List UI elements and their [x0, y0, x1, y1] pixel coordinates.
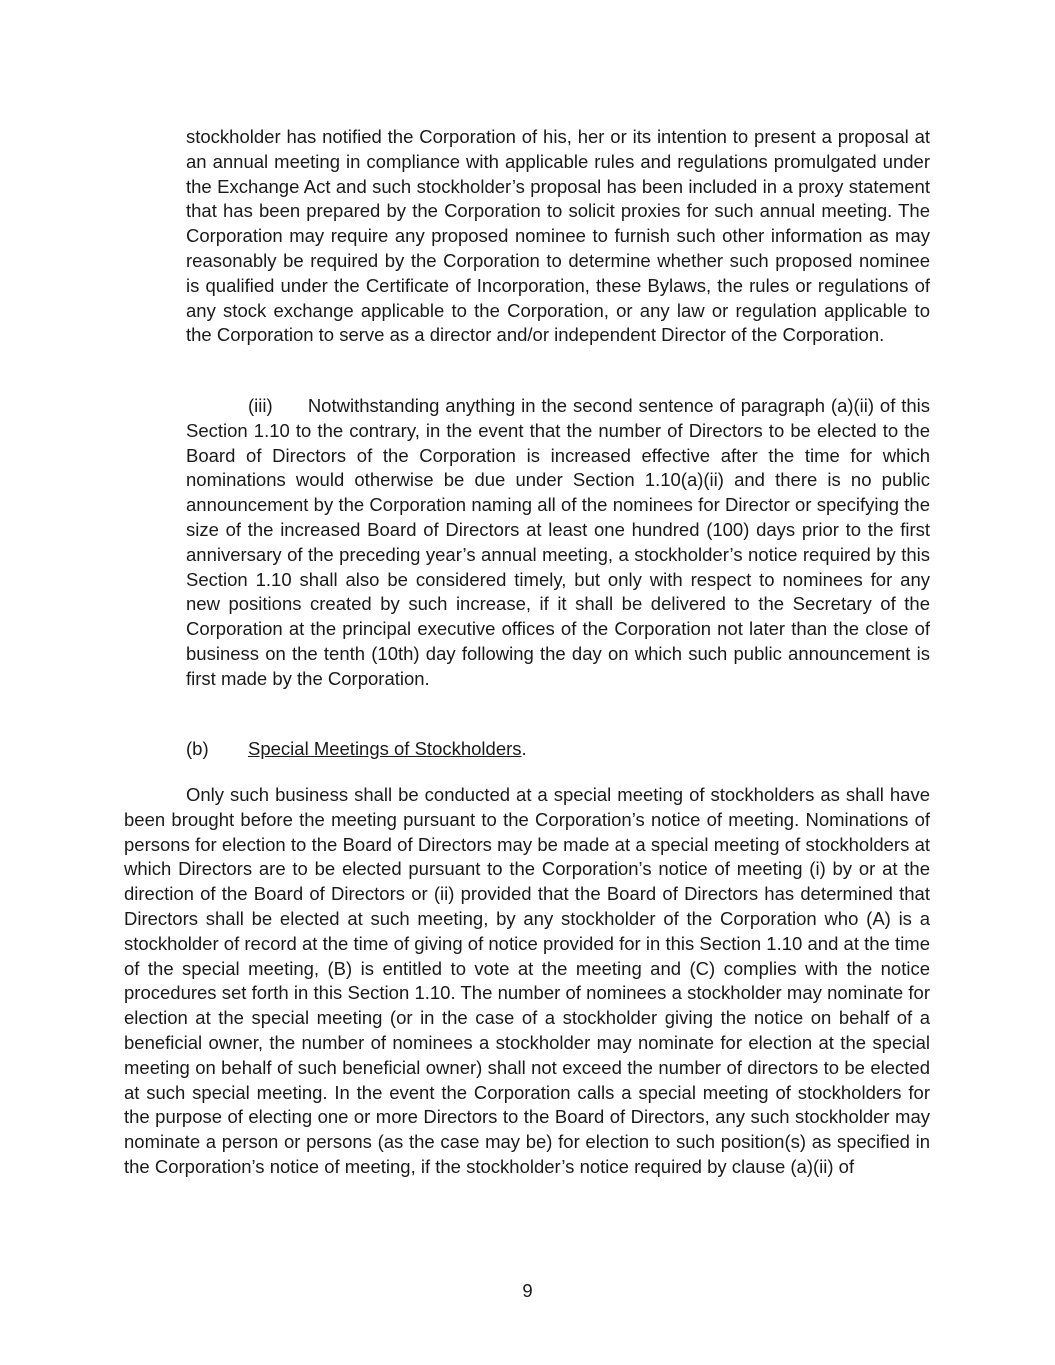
section-b-heading: Special Meetings of Stockholders	[248, 738, 522, 759]
section-b-heading-line	[186, 737, 930, 762]
paragraph-continuation: stockholder has notified the Corporation of his, her or its intention to present a proposal at an annual meeting in compliance with applicable rules and regulations promulgated under the Exchange Act and such stockholder’s proposal has been included in a proxy statement that has been prepared by the Corporation to solicit proxies for such annual meeting. The Corporation may require any proposed nominee to furnish such other information as may reasonably be required by the Corporation to determine whether such proposed nominee is qualified under the Certificate of Incorporation, these Bylaws, the rules or regulations of any stock exchange applicable to the Corporation, or any law or regulation applicable to the Corporation to serve as a director and/or independent Director of the Corporation.	[186, 126, 930, 346]
paragraph-special-meetings: Only such business shall be conducted at a special meeting of stockholders as shall have been brought before the meeting pursuant to the Corporation’s notice of meeting. Nominations of persons for election to the Board of Directors may be made at a special meeting of stockholders at which Directors are to be elected pursuant to the Corporation’s notice of meeting (i) by or at the direction of the Board of Directors or (ii) provided that the Board of Directors has determined that Directors shall be elected at such meeting, by any stockholder of the Corporation who (A) is a stockholder of record at the time of giving of notice provided for in this Section 1.10 and at the time of the special meeting, (B) is entitled to vote at the meeting and (C) complies with the notice procedures set forth in this Section 1.10. The number of nominees a stockholder may nominate for election at the special meeting (or in the case of a stockholder giving the notice on behalf of a beneficial owner, the number of nominees a stockholder may nominate for election at the special meeting on behalf of such beneficial owner) shall not exceed the number of directors to be elected at such special meeting. In the event the Corporation calls a special meeting of stockholders for the purpose of electing one or more Directors to the Board of Directors, any such stockholder may nominate a person or persons (as the case may be) for election to such position(s) as specified in the Corporation’s notice of meeting, if the stockholder’s notice required by clause (a)(ii) of	[124, 784, 930, 1177]
paragraph-iii: (iii) Notwithstanding anything in the second sentence of paragraph (a)(ii) of this Section 1.10 to the contrary, in the event that the number of Directors to be elected to the Board of Directors of the Corporation is increased effective after the time for which nominations would otherwise be due under Section 1.10(a)(ii) and there is no public announcement by the Corporation naming all of the nominees for Director or specifying the size of the increased Board of Directors at least one hundred (100) days prior to the first anniversary of the preceding year’s annual meeting, a stockholder’s notice required by this Section 1.10 shall also be considered timely, but only with respect to nominees for any new positions created by such increase, if it shall be delivered to the Secretary of the Corporation at the principal executive offices of the Corporation not later than the close of business on the tenth (10th) day following the day on which such public announcement is first made by the Corporation.	[186, 395, 936, 689]
section-b-period: .	[521, 738, 527, 759]
section-b-number: (b)	[186, 738, 209, 759]
page-number: 9	[522, 1280, 533, 1301]
